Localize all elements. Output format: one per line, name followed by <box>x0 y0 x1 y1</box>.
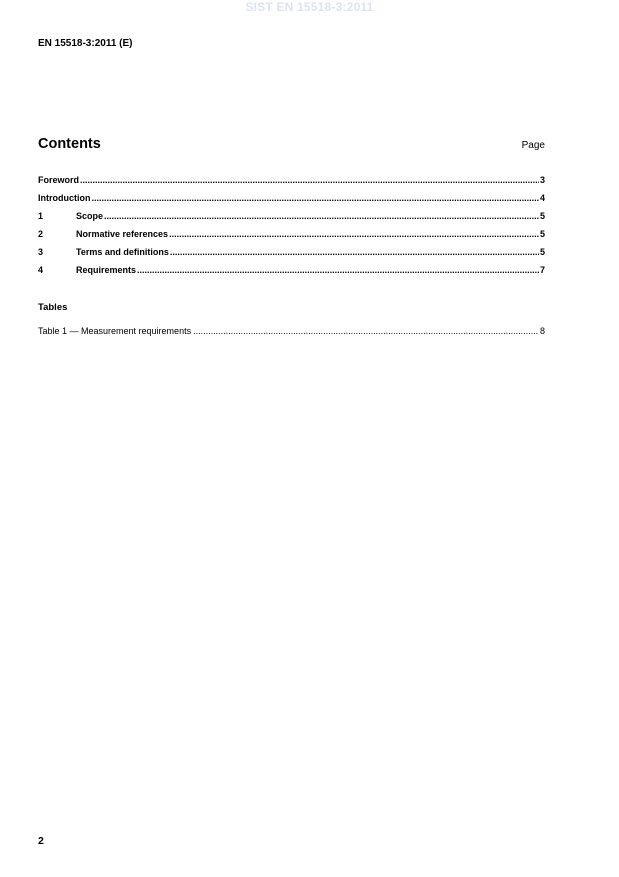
toc-entry-page: 5 <box>539 247 545 257</box>
table-entry-table-1[interactable] <box>38 326 545 344</box>
toc-entry-number: 3 <box>38 247 44 257</box>
watermark: SIST EN 15518-3:2011 <box>245 0 374 14</box>
page-number: 2 <box>38 835 44 847</box>
toc-entry-title: Introduction <box>38 193 91 203</box>
toc-entry-scope[interactable] <box>38 211 545 229</box>
toc-entry-number: 4 <box>38 265 44 275</box>
toc-entry-page: 3 <box>539 175 545 185</box>
toc-entry-page: 5 <box>539 229 545 239</box>
toc-entry-page: 4 <box>539 193 545 203</box>
toc-entry-introduction[interactable] <box>38 193 545 211</box>
toc-entry-terms-and-definitions[interactable] <box>38 247 545 265</box>
toc-entry-title: Terms and definitions <box>76 247 169 257</box>
table-entry-title: Table 1 — Measurement requirements <box>38 326 192 336</box>
dot-leader <box>193 326 538 336</box>
toc-entry-page: 5 <box>539 211 545 221</box>
toc-entry-foreword[interactable] <box>38 175 545 193</box>
list-of-tables <box>38 326 545 344</box>
toc-entry-title: Foreword <box>38 175 80 185</box>
toc-entry-title: Normative references <box>76 229 169 239</box>
toc-entry-normative-references[interactable] <box>38 229 545 247</box>
dot-leader <box>92 193 539 203</box>
toc-entry-page: 7 <box>539 265 545 275</box>
toc-entry-number: 1 <box>38 211 44 221</box>
contents-title: Contents <box>38 136 101 152</box>
toc-entry-requirements[interactable] <box>38 265 545 283</box>
table-entry-page: 8 <box>539 326 545 336</box>
toc-entry-title: Requirements <box>76 265 137 275</box>
dot-leader <box>104 211 539 221</box>
dot-leader <box>169 229 539 239</box>
toc-entry-title: Scope <box>76 211 104 221</box>
dot-leader <box>170 247 539 257</box>
dot-leader <box>80 175 539 185</box>
tables-heading: Tables <box>38 302 68 313</box>
table-of-contents <box>38 175 545 283</box>
dot-leader <box>137 265 539 275</box>
toc-entry-number: 2 <box>38 229 44 239</box>
page-column-label: Page <box>521 140 545 151</box>
document-id: EN 15518-3:2011 (E) <box>38 38 133 49</box>
